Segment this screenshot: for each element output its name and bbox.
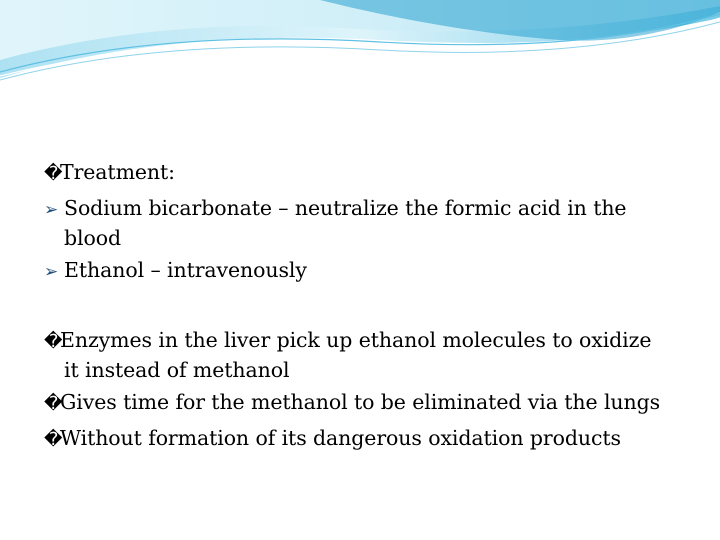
point-item-continuation	[44, 355, 684, 385]
unknown-glyph-bullet-icon: �	[44, 163, 63, 184]
header-wave-decoration	[0, 0, 720, 90]
treatment-item	[44, 191, 684, 227]
point-item	[44, 421, 684, 457]
treatment-item-text: Ethanol – intravenously	[64, 258, 307, 282]
arrow-right-bullet-icon: ➢	[44, 262, 59, 282]
treatment-item	[44, 253, 684, 289]
unknown-glyph-bullet-icon: �	[44, 331, 63, 352]
treatment-item-text: blood	[64, 226, 121, 250]
slide-body	[44, 155, 684, 457]
point-text: Gives time for the methanol to be eliminated via the lungs	[60, 390, 661, 414]
treatment-item-continuation	[44, 223, 684, 253]
point-item	[44, 323, 684, 359]
arrow-right-bullet-icon: ➢	[44, 200, 59, 220]
point-text: it instead of methanol	[64, 358, 290, 382]
unknown-glyph-bullet-icon: �	[44, 393, 63, 414]
unknown-glyph-bullet-icon: �	[44, 429, 63, 450]
treatment-item-text: Sodium bicarbonate – neutralize the formic acid in the	[64, 196, 627, 220]
treatment-heading-line	[44, 155, 684, 191]
point-item	[44, 385, 684, 421]
treatment-heading: Treatment:	[60, 160, 175, 184]
spacer	[44, 289, 684, 323]
point-text: Enzymes in the liver pick up ethanol molecules to oxidize	[60, 328, 652, 352]
point-text: Without formation of its dangerous oxidation products	[60, 426, 621, 450]
